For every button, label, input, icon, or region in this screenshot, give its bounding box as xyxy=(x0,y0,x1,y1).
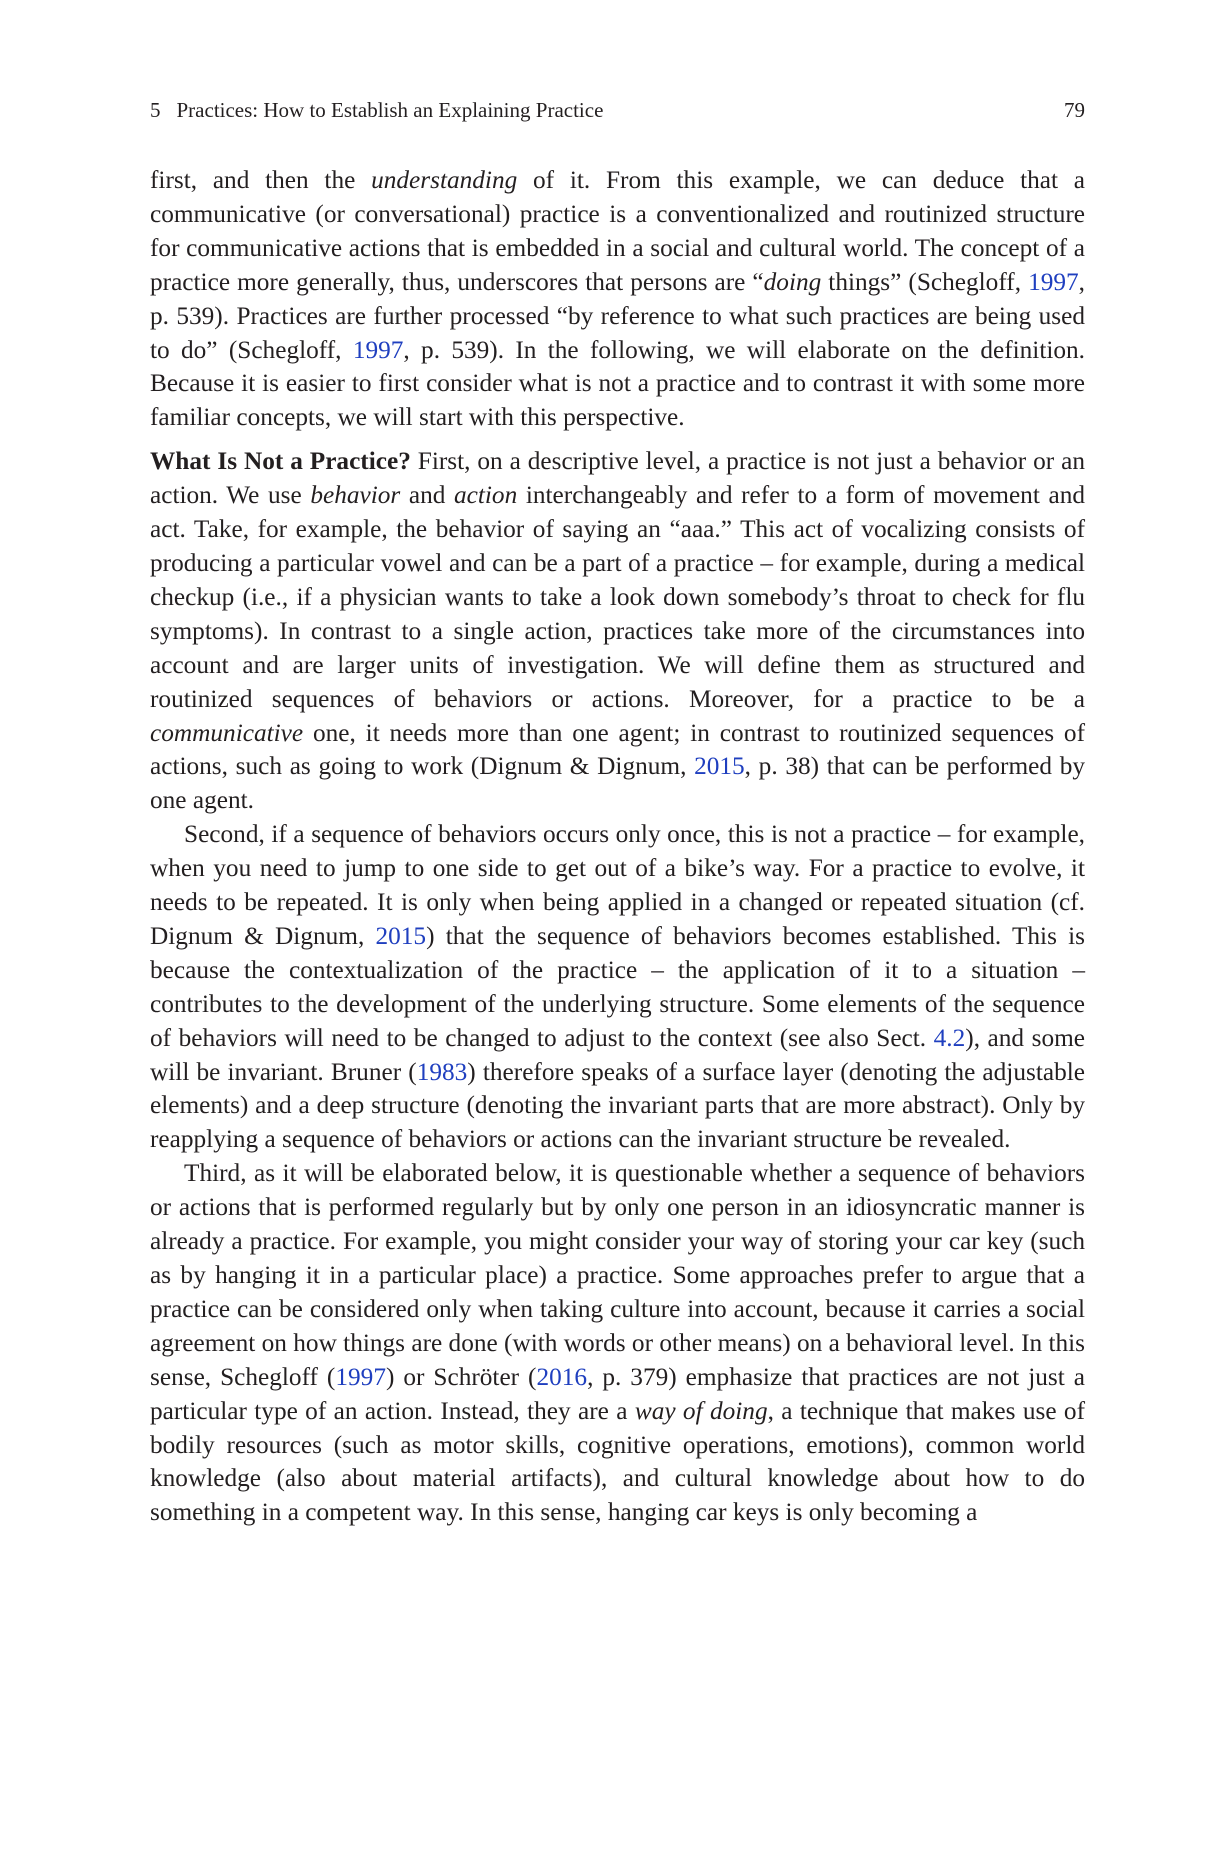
paragraph-3 xyxy=(150,818,1085,1157)
text-run: ), and some will be invariant. Bruner ( xyxy=(150,1023,1085,1086)
text-run: , p. 379) emphasize that practices are not just a particular type of an action. Instead, they are a xyxy=(150,1362,1085,1425)
section-link[interactable]: 4.2 xyxy=(933,1023,966,1052)
emphasis: doing xyxy=(763,267,822,296)
text-run: and xyxy=(400,481,454,510)
citation-link[interactable]: 2016 xyxy=(536,1362,588,1391)
paragraph-2 xyxy=(150,445,1085,818)
text-run: first, and then the xyxy=(150,166,372,194)
chapter-title: Practices: How to Establish an Explaining Practice xyxy=(176,98,604,122)
run-in-heading: What Is Not a Practice? xyxy=(150,447,411,476)
text-run: ) therefore speaks of a surface layer (denoting the adjustable elements) and a deep structure (denoting the invariant parts that are more abstract). Only by reapplying a sequence of behaviors or actions can the invariant structure be revealed. xyxy=(150,1057,1085,1154)
text-run: Third, as it will be elaborated below, it is questionable whether a sequence of behaviors or actions that is performed regularly but by only one person in an idiosyncratic manner is already a practice. For example, you might consider your way of storing your car key (such as by hanging it in a particular place) a practice. Some approaches prefer to argue that a practice can be considered only when taking culture into account, because it carries a social agreement on how things are done (with words or other means) on a behavioral level. In this sense, Schegloff ( xyxy=(150,1159,1086,1391)
paragraph-1 xyxy=(150,164,1085,435)
emphasis: understanding xyxy=(371,166,518,194)
emphasis: behavior xyxy=(310,481,401,510)
citation-link[interactable]: 2015 xyxy=(694,752,745,781)
emphasis: way of doing xyxy=(634,1396,768,1425)
citation-link[interactable]: 1997 xyxy=(1028,267,1079,296)
citation-link[interactable]: 1997 xyxy=(335,1362,386,1391)
paragraph-4 xyxy=(150,1157,1085,1530)
book-page xyxy=(150,96,1085,1530)
citation-link[interactable]: 1983 xyxy=(416,1057,468,1086)
text-run: Second, if a sequence of behaviors occurs only once, this is not a practice – for example, when you need to jump to one side to get out of a bike’s way. For a practice to evolve, it needs to be repeated. It is only when being applied in a changed or repeated situation (cf. Dignum & Dignum, xyxy=(150,820,1085,950)
text-run: of it. From this example, we can deduce that a communicative (or conversational) practice is a conventionalized and routinized structure for communicative actions that is embedded in a social and cultural world. The concept of a practice more generally, thus, underscores that persons are “ xyxy=(150,166,1086,296)
page-number: 79 xyxy=(1064,98,1085,122)
text-run: one, it needs more than one agent; in contrast to routinized sequences of actions, such as going to work (Dignum & Dignum, xyxy=(150,718,1085,781)
citation-link[interactable]: 1997 xyxy=(352,335,404,364)
text-run: , p. 539). Practices are further processed “by reference to what such practices are being used to do” (Schegloff, xyxy=(150,267,1085,364)
citation-link[interactable]: 2015 xyxy=(375,921,427,950)
text-run: First, on a descriptive level, a practice is not just a behavior or an action. We use xyxy=(150,447,1085,510)
text-run: ) or Schröter ( xyxy=(385,1362,537,1391)
text-run: interchangeably and refer to a form of movement and act. Take, for example, the behavior of saying an “aaa.” This act of vocalizing consists of producing a particular vowel and can be a part of a practice – for example, during a medical checkup (i.e., if a physician wants to take a look down somebody’s throat to check for flu symptoms). In contrast to a single action, practices take more of the circumstances into account and are larger units of investigation. We will define them as structured and routinized sequences of behaviors or actions. Moreover, for a practice to be a xyxy=(150,481,1085,713)
running-head-left xyxy=(150,96,603,124)
text-run: , p. 539). In the following, we will elaborate on the definition. Because it is easier to first consider what is not a practice and to contrast it with some more familiar concepts, we will start with this perspective. xyxy=(150,335,1086,432)
text-run: , p. 38) that can be performed by one agent. xyxy=(150,752,1085,815)
text-run: ) that the sequence of behaviors becomes established. This is because the contextualization of the practice – the application of it to a situation – contributes to the development of the underlying structure. Some elements of the sequence of behaviors will need to be changed to adjust to the context (see also Sect. xyxy=(150,921,1086,1052)
text-run: things” (Schegloff, xyxy=(821,267,1029,296)
body-text xyxy=(150,164,1085,1530)
emphasis: action xyxy=(454,481,518,510)
running-head xyxy=(150,96,1085,124)
emphasis: communicative xyxy=(150,718,304,747)
text-run: , a technique that makes use of bodily resources (such as motor skills, cognitive operations, emotions), common world knowledge (also about material artifacts), and cultural knowledge about how to do something in a competent way. In this sense, hanging car keys is only becoming a xyxy=(150,1396,1086,1527)
chapter-number: 5 xyxy=(150,98,161,122)
